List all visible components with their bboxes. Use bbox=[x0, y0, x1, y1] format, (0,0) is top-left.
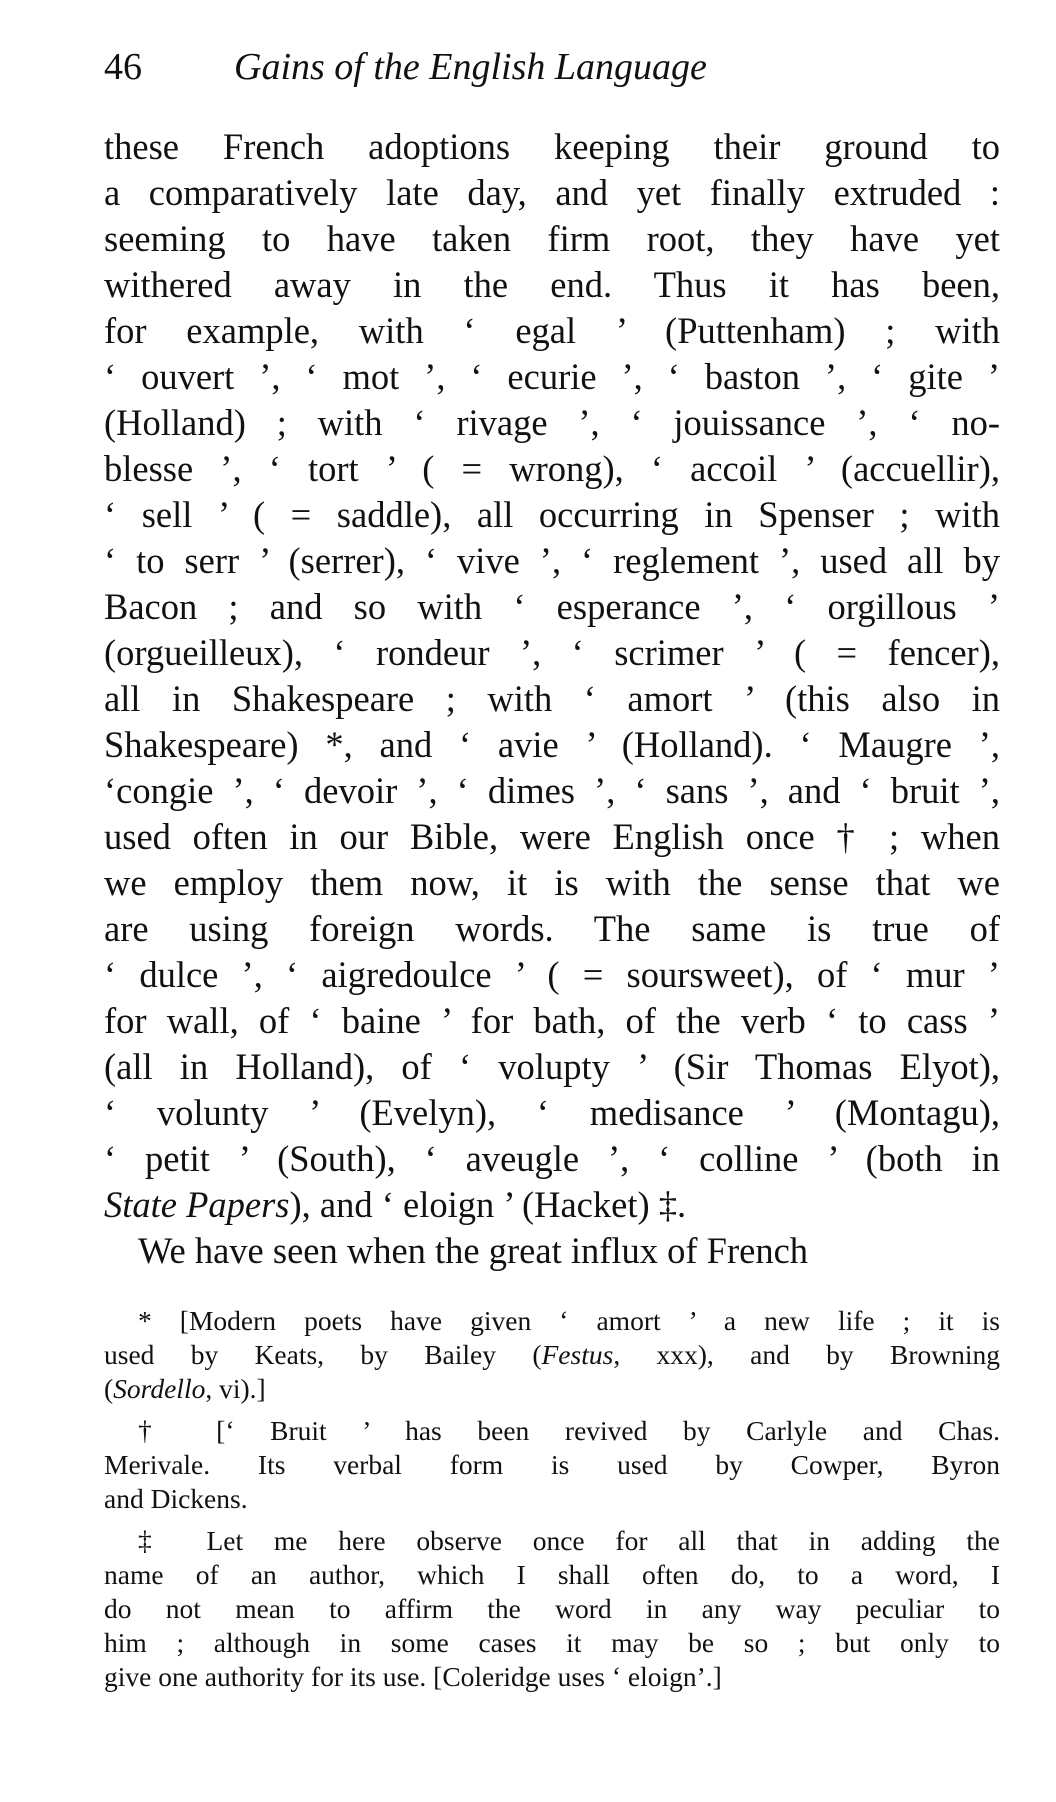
text-line: ‘ sell ’ ( = saddle), all occurring in Spenser ; with bbox=[104, 494, 1000, 535]
page-number: 46 bbox=[104, 46, 142, 88]
text-line: blesse ’, ‘ tort ’ ( = wrong), ‘ accoil ’ (accuellir), bbox=[104, 448, 1000, 489]
footnote-line: ‡ Let me here observe once for all that in adding the bbox=[138, 1525, 1000, 1556]
text-line: ‘congie ’, ‘ devoir ’, ‘ dimes ’, ‘ sans ’, and ‘ bruit ’, bbox=[104, 770, 1000, 811]
text-line: Bacon ; and so with ‘ esperance ’, ‘ orgillous ’ bbox=[104, 586, 1000, 627]
footnote-line: name of an author, which I shall often do, to a word, I bbox=[104, 1559, 1000, 1590]
text-fragment: , vi).] bbox=[205, 1373, 266, 1404]
text-fragment: used by Keats, by Bailey ( bbox=[104, 1339, 542, 1370]
text-line: (all in Holland), of ‘ volupty ’ (Sir Thomas Elyot), bbox=[104, 1046, 1000, 1087]
footnote-line: Merivale. Its verbal form is used by Cowper, Byron bbox=[104, 1449, 1000, 1480]
text-line: ‘ ouvert ’, ‘ mot ’, ‘ ecurie ’, ‘ baston ’, ‘ gite ’ bbox=[104, 356, 1000, 397]
running-head bbox=[104, 42, 1004, 92]
text-fragment: ), and ‘ eloign ’ (Hacket) ‡. bbox=[289, 1184, 687, 1225]
footnote-line: † [‘ Bruit ’ has been revived by Carlyle and Chas. bbox=[138, 1415, 1000, 1446]
footnote-gap bbox=[104, 1516, 1000, 1524]
text-line bbox=[104, 1182, 1000, 1228]
running-title: Gains of the English Language bbox=[234, 46, 707, 88]
italic-title: State Papers bbox=[104, 1184, 290, 1225]
footnote-line: * [Modern poets have given ‘ amort ’ a new life ; it is bbox=[138, 1305, 1000, 1336]
text-line: withered away in the end. Thus it has been, bbox=[104, 264, 1000, 305]
text-line: ‘ petit ’ (South), ‘ aveugle ’, ‘ colline ’ (both in bbox=[104, 1138, 1000, 1179]
footnotes bbox=[104, 1304, 1000, 1694]
paragraph-start-line: We have seen when the great influx of French bbox=[138, 1230, 809, 1271]
footnote-gap bbox=[104, 1406, 1000, 1414]
footnote-asterisk bbox=[104, 1304, 1000, 1406]
text-line: (Holland) ; with ‘ rivage ’, ‘ jouissance ’, ‘ no- bbox=[104, 402, 1000, 443]
text-line: Shakespeare) *, and ‘ avie ’ (Holland). ‘ Maugre ’, bbox=[104, 724, 1000, 765]
text-fragment: ( bbox=[104, 1373, 114, 1404]
italic-title: Sordello bbox=[113, 1373, 206, 1404]
footnote-line: him ; although in some cases it may be so ; but only to bbox=[104, 1627, 1000, 1658]
text-line: (orgueilleux), ‘ rondeur ’, ‘ scrimer ’ ( = fencer), bbox=[104, 632, 1000, 673]
text-line: are using foreign words. The same is true of bbox=[104, 908, 1000, 949]
text-line: all in Shakespeare ; with ‘ amort ’ (this also in bbox=[104, 678, 1000, 719]
text-line: ‘ volunty ’ (Evelyn), ‘ medisance ’ (Montagu), bbox=[104, 1092, 1000, 1133]
footnote-line: do not mean to affirm the word in any way peculiar to bbox=[104, 1593, 1000, 1624]
text-fragment: , xxx), and by Browning bbox=[613, 1339, 1000, 1370]
footnote-double-dagger bbox=[104, 1524, 1000, 1694]
italic-title: Festus bbox=[541, 1339, 614, 1370]
text-line: for example, with ‘ egal ’ (Puttenham) ; with bbox=[104, 310, 1000, 351]
text-line: ‘ dulce ’, ‘ aigredoulce ’ ( = soursweet), of ‘ mur ’ bbox=[104, 954, 1000, 995]
text-line: these French adoptions keeping their ground to bbox=[104, 126, 1000, 167]
footnote-line bbox=[104, 1338, 1000, 1372]
text-line: seeming to have taken firm root, they have yet bbox=[104, 218, 1000, 259]
body-text bbox=[104, 124, 1000, 1274]
text-line: we employ them now, it is with the sense that we bbox=[104, 862, 1000, 903]
footnote-line bbox=[104, 1372, 1000, 1406]
footnote-line: and Dickens. bbox=[104, 1483, 248, 1514]
footnote-dagger bbox=[104, 1414, 1000, 1516]
text-line: for wall, of ‘ baine ’ for bath, of the verb ‘ to cass ’ bbox=[104, 1000, 1000, 1041]
text-line: used often in our Bible, were English once † ; when bbox=[104, 816, 1000, 857]
text-line: a comparatively late day, and yet finally extruded : bbox=[104, 172, 1000, 213]
text-line: ‘ to serr ’ (serrer), ‘ vive ’, ‘ reglement ’, used all by bbox=[104, 540, 1000, 581]
footnote-line: give one authority for its use. [Coleridge uses ‘ eloign’.] bbox=[104, 1661, 722, 1692]
